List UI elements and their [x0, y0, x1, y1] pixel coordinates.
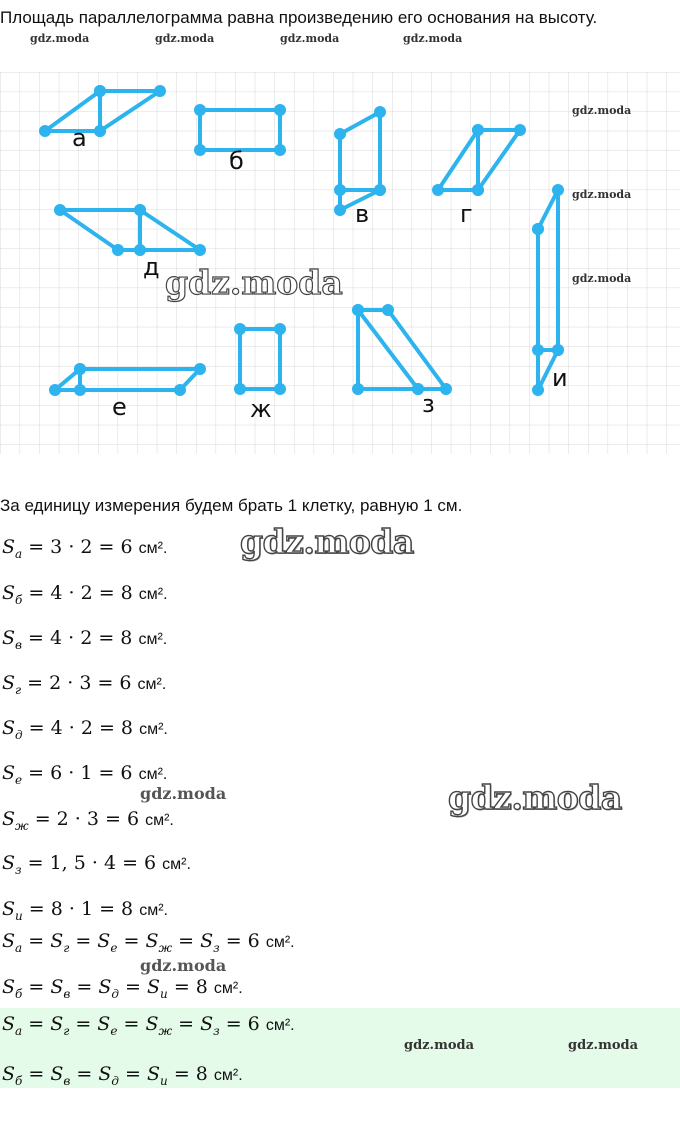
vertex-dot: [532, 344, 544, 356]
watermark: gdz.moda: [140, 956, 227, 975]
area-subscript: в: [63, 986, 71, 1001]
area-calculation: $S_е = 6 \cdot 1 = 6$ см².: [2, 762, 168, 787]
vertex-dot: [134, 204, 146, 216]
shape-label-zh: ж: [250, 395, 272, 423]
vertex-dot: [334, 204, 346, 216]
vertex-dot: [274, 104, 286, 116]
area-symbol: S: [97, 1013, 111, 1035]
area-calculation: $S_з = 1$, 5 · 4 = 6 см².: [2, 852, 191, 877]
area-subscript: а: [15, 1023, 23, 1038]
vertex-dot: [374, 106, 386, 118]
vertex-dot: [194, 363, 206, 375]
vertex-dot: [174, 384, 186, 396]
area-symbol: S: [200, 930, 214, 952]
area-subscript: е: [110, 1023, 118, 1038]
vertex-dot: [194, 244, 206, 256]
area-symbol: S: [2, 852, 16, 874]
vertex-dot: [382, 304, 394, 316]
area-symbol: S: [50, 976, 64, 998]
area-symbol: S: [2, 762, 16, 784]
shape-label-i: и: [552, 364, 568, 392]
area-subscript: в: [63, 1073, 71, 1088]
watermark: gdz.moda: [30, 32, 90, 45]
shape-label-v: в: [355, 200, 370, 228]
watermark: gdz.moda: [572, 188, 632, 201]
area-subscript: г: [63, 1023, 70, 1038]
area-symbol: S: [50, 930, 64, 952]
vertex-dot: [94, 85, 106, 97]
area-symbol: S: [2, 898, 16, 920]
vertex-dot: [274, 323, 286, 335]
area-subscript: и: [15, 908, 23, 923]
watermark: gdz.moda: [572, 104, 632, 117]
vertex-dot: [194, 104, 206, 116]
vertex-dot: [234, 383, 246, 395]
area-calculation: $S_б = 4 \cdot 2 = 8$ см².: [2, 582, 168, 607]
area-calculation: $S_а = 3 \cdot 2 = 6$ см².: [2, 536, 168, 561]
area-symbol: S: [2, 976, 16, 998]
area-calculation: $S_и = 8 \cdot 1 = 8$ см².: [2, 898, 168, 923]
area-subscript: г: [63, 940, 70, 955]
area-symbol: S: [2, 808, 16, 830]
vertex-dot: [374, 184, 386, 196]
area-subscript: з: [213, 1023, 220, 1038]
shape-label-b: б: [229, 147, 244, 175]
area-subscript: ж: [158, 1023, 173, 1038]
shape-label-d: д: [143, 253, 160, 281]
watermark: gdz.moda: [568, 1038, 639, 1053]
vertex-dot: [334, 128, 346, 140]
vertex-dot: [352, 383, 364, 395]
parallelograms-figure: [0, 72, 680, 454]
vertex-dot: [194, 144, 206, 156]
vertex-dot: [154, 85, 166, 97]
area-symbol: S: [147, 976, 161, 998]
area-symbol: S: [98, 1063, 112, 1085]
area-subscript: з: [15, 862, 22, 877]
vertex-dot: [112, 244, 124, 256]
vertex-dot: [74, 363, 86, 375]
vertex-dot: [514, 124, 526, 136]
vertex-dot: [274, 383, 286, 395]
area-symbol: S: [50, 1063, 64, 1085]
area-subscript: а: [15, 546, 23, 561]
vertex-dot: [472, 124, 484, 136]
area-subscript: б: [15, 592, 23, 607]
vertex-dot: [552, 184, 564, 196]
area-symbol: S: [145, 1013, 159, 1035]
area-symbol: S: [98, 976, 112, 998]
area-symbol: S: [2, 1063, 16, 1085]
vertex-dot: [94, 125, 106, 137]
area-equality: $S_а = S_г = S_е = S_ж = S_з = 6$ см².: [2, 930, 295, 955]
vertex-dot: [440, 383, 452, 395]
unit-suffix: см².: [162, 856, 191, 873]
unit-text: За единицу измерения будем брать 1 клетку, равную 1 см.: [0, 496, 463, 515]
area-subscript: б: [15, 986, 23, 1001]
area-symbol: S: [2, 582, 16, 604]
unit-suffix: см².: [139, 902, 168, 919]
unit-suffix: см².: [213, 980, 243, 997]
area-subscript: е: [15, 772, 23, 787]
area-calculation: $S_г = 2 \cdot 3 = 6$ см².: [2, 672, 167, 697]
area-symbol: S: [2, 930, 16, 952]
vertex-dot: [532, 223, 544, 235]
watermark: gdz.moda: [404, 1038, 475, 1053]
area-subscript: в: [15, 637, 23, 652]
area-subscript: ж: [15, 818, 29, 833]
area-symbol: S: [2, 672, 16, 694]
area-symbol: S: [50, 1013, 64, 1035]
unit-suffix: см².: [265, 1017, 295, 1034]
area-symbol: S: [2, 1013, 16, 1035]
vertex-dot: [74, 384, 86, 396]
shape-label-z: з: [422, 390, 435, 418]
watermark: gdz.moda: [240, 522, 414, 561]
vertex-dot: [54, 204, 66, 216]
area-symbol: S: [145, 930, 159, 952]
watermark: gdz.moda: [155, 32, 215, 45]
area-subscript: и: [160, 986, 168, 1001]
vertex-dot: [352, 304, 364, 316]
vertex-dot: [234, 323, 246, 335]
area-subscript: д: [15, 727, 23, 742]
area-subscript: е: [110, 940, 118, 955]
unit-suffix: см².: [265, 934, 295, 951]
watermark: gdz.moda: [280, 32, 340, 45]
area-subscript: д: [111, 1073, 120, 1088]
vertex-dot: [49, 384, 61, 396]
shape-label-g: г: [460, 200, 473, 228]
area-subscript: б: [15, 1073, 23, 1088]
area-subscript: а: [15, 940, 23, 955]
area-subscript: з: [213, 940, 220, 955]
watermark: gdz.moda: [572, 272, 632, 285]
vertex-dot: [274, 144, 286, 156]
unit-suffix: см².: [213, 1067, 243, 1084]
unit-suffix: см².: [138, 631, 168, 648]
vertex-dot: [334, 184, 346, 196]
answer-box: [0, 1008, 680, 1088]
unit-suffix: см².: [139, 721, 168, 738]
area-subscript: ж: [158, 940, 173, 955]
area-symbol: S: [200, 1013, 214, 1035]
vertex-dot: [532, 384, 544, 396]
area-subscript: г: [15, 682, 22, 697]
shape-label-a: а: [72, 124, 87, 152]
answer-line: $S_б = S_в = S_д = S_и = 8$ см².: [2, 1063, 243, 1088]
area-symbol: S: [2, 717, 16, 739]
unit-suffix: см².: [138, 766, 168, 783]
shape-label-e: е: [112, 393, 127, 421]
unit-suffix: см².: [137, 676, 167, 693]
area-calculation: $S_д = 4 \cdot 2 = 8$ см².: [2, 717, 168, 742]
area-symbol: S: [147, 1063, 161, 1085]
area-equality: $S_б = S_в = S_д = S_и = 8$ см².: [2, 976, 243, 1001]
unit-suffix: см².: [145, 812, 174, 829]
area-symbol: S: [2, 536, 16, 558]
area-subscript: д: [111, 986, 120, 1001]
watermark: gdz.moda: [165, 263, 343, 302]
area-subscript: и: [160, 1073, 168, 1088]
area-calculation: $S_ж = 2 \cdot 3 = 6$ см².: [2, 808, 174, 833]
vertex-dot: [552, 344, 564, 356]
intro-text: Площадь параллелограмма равна произведению его основания на высоту.: [0, 8, 598, 27]
vertex-dot: [39, 125, 51, 137]
watermark: gdz.moda: [448, 778, 622, 817]
area-symbol: S: [97, 930, 111, 952]
area-symbol: S: [2, 627, 16, 649]
watermark: gdz.moda: [140, 784, 227, 803]
area-calculation: $S_в = 4 \cdot 2 = 8$ см².: [2, 627, 168, 652]
watermark: gdz.moda: [403, 32, 463, 45]
answer-line: $S_а = S_г = S_е = S_ж = S_з = 6$ см².: [2, 1013, 295, 1038]
unit-suffix: см².: [138, 540, 168, 557]
vertex-dot: [432, 184, 444, 196]
unit-suffix: см².: [138, 586, 168, 603]
vertex-dot: [472, 184, 484, 196]
